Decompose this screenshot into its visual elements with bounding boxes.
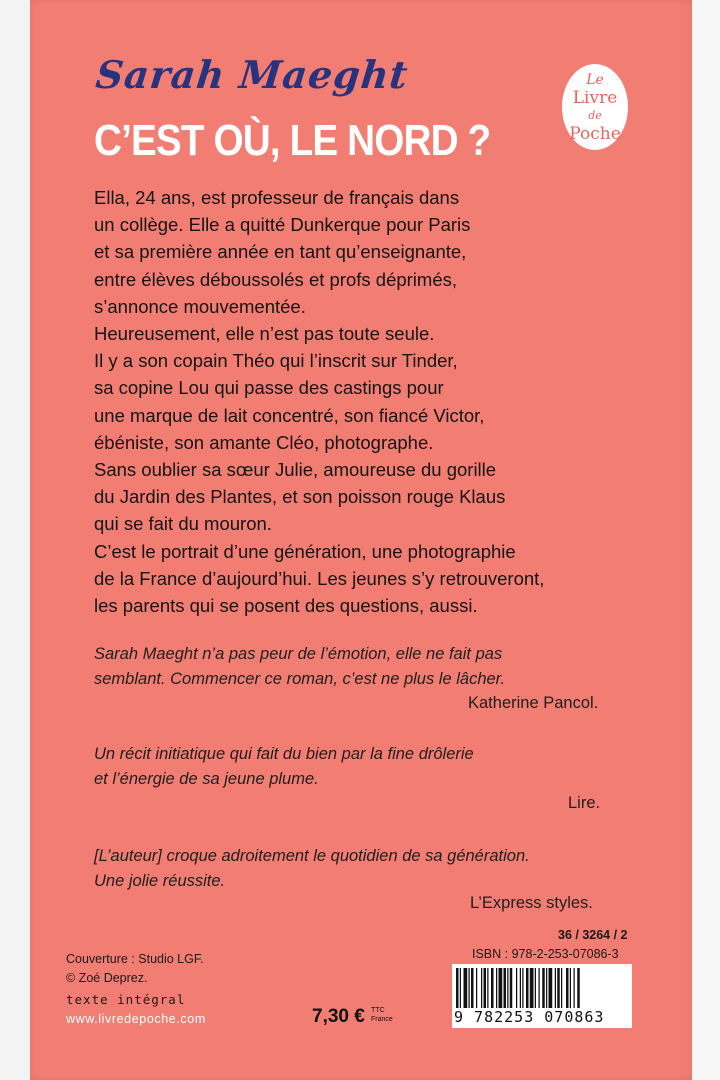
barcode-bar <box>491 968 494 1008</box>
blurb-line: Sans oublier sa sœur Julie, amoureuse du gorille <box>94 459 497 481</box>
cover-credit: Couverture : Studio LGF. <box>66 952 204 966</box>
logo-word: Poche <box>569 124 621 144</box>
logo-word: Livre <box>572 88 618 108</box>
barcode-bar <box>577 968 580 1008</box>
blurb-line: entre élèves déboussolés et profs déprimés, <box>94 268 458 290</box>
barcode-bar <box>526 968 529 1008</box>
price-note-line: France <box>371 1016 393 1023</box>
barcode-bar <box>549 968 553 1008</box>
barcode-bar <box>574 968 575 1008</box>
blurb-line: Ella, 24 ans, est professeur de français dans <box>94 187 460 208</box>
page-edge-left <box>0 0 30 1080</box>
price-note-line: TTC <box>371 1007 385 1014</box>
price-note <box>371 1006 393 1024</box>
barcode-bars <box>454 968 630 1008</box>
barcode-bar <box>469 968 470 1008</box>
quote-line: Sarah Maeght n’a pas peur de l’émotion, elle ne fait pas <box>94 645 503 663</box>
catalog-number: 36 / 3264 / 2 <box>558 928 628 942</box>
barcode-bar <box>570 968 571 1008</box>
blurb-line: s’annonce mouvementée. <box>94 295 306 317</box>
barcode-bar <box>499 968 503 1008</box>
isbn: ISBN : 978-2-253-07086-3 <box>472 947 619 961</box>
barcode-bar <box>456 968 459 1008</box>
quote-source: Katherine Pancol. <box>468 694 599 712</box>
blurb-line: ébéniste, son amante Cléo, photographe. <box>94 431 434 453</box>
blurb-line: une marque de lait concentré, son fiancé Victor, <box>94 404 485 426</box>
barcode-bar <box>471 968 474 1008</box>
barcode-bar <box>487 968 488 1008</box>
barcode-bar <box>476 968 477 1008</box>
blurb-line: sa copine Lou qui passe des castings pour <box>94 377 444 399</box>
blurb-line: Heureusement, elle n’est pas toute seule. <box>94 323 435 345</box>
quote-source: L’Express styles. <box>470 894 593 912</box>
blurb-line: C’est le portrait d’une génération, une photographie <box>94 540 516 562</box>
barcode-bar <box>546 968 547 1008</box>
barcode-bar <box>516 968 517 1008</box>
website-link: www.livredepoche.com <box>66 1012 206 1026</box>
blurb-line: un collège. Elle a quitté Dunkerque pour Paris <box>94 214 471 236</box>
barcode-bar <box>530 968 534 1008</box>
barcode-bar <box>522 968 523 1008</box>
barcode-bar <box>496 968 497 1008</box>
blurb-line: Il y a son copain Théo qui l’inscrit sur Tinder, <box>94 350 458 372</box>
isbn-barcode <box>452 964 632 1028</box>
review-quote <box>94 642 634 692</box>
page-edge-right <box>692 0 720 1080</box>
barcode-bar <box>507 968 508 1008</box>
blurb-line: les parents qui se posent des questions, aussi. <box>94 595 478 617</box>
barcode-bar <box>535 968 536 1008</box>
barcode-bar <box>555 968 556 1008</box>
barcode-bar <box>542 968 545 1008</box>
author-name: Sarah Maeght <box>93 52 411 97</box>
barcode-bar <box>484 968 487 1008</box>
edition-label: texte intégral <box>66 992 186 1007</box>
publisher-logo <box>562 64 628 150</box>
quote-line: Un récit initiatique qui fait du bien par la fine drôlerie <box>94 745 474 763</box>
barcode-bar <box>539 968 540 1008</box>
blurb-line: et sa première année en tant qu’enseignante, <box>94 241 467 263</box>
price: 7,30 € <box>312 1006 365 1027</box>
review-quote <box>94 742 634 792</box>
barcode-bar <box>464 968 468 1008</box>
blurb-text <box>94 184 654 619</box>
book-title: C’EST OÙ, LE NORD ? <box>94 116 491 165</box>
quote-source: Lire. <box>568 794 601 812</box>
quote-line: semblant. Commencer ce roman, c’est ne plus le lâcher. <box>94 670 506 688</box>
logo-word: Le <box>586 72 604 88</box>
barcode-bar <box>504 968 507 1008</box>
blurb-line: de la France d’aujourd’hui. Les jeunes s’y retrouveront, <box>94 567 545 589</box>
quote-line: Une jolie réussite. <box>94 872 226 890</box>
barcode-bar <box>557 968 560 1008</box>
barcode-bar <box>561 968 562 1008</box>
barcode-bar <box>481 968 482 1008</box>
review-quote <box>94 844 634 894</box>
barcode-bar <box>460 968 461 1008</box>
barcode-bar <box>510 968 513 1008</box>
logo-word: de <box>588 109 602 122</box>
quote-line: [L’auteur] croque adroitement le quotidien de sa génération. <box>94 847 530 865</box>
barcode-digits: 9 782253 070863 <box>454 1008 605 1026</box>
blurb-line: du Jardin des Plantes, et son poisson rouge Klaus <box>94 486 506 508</box>
barcode-bar <box>566 968 569 1008</box>
photo-credit: © Zoé Deprez. <box>66 971 148 985</box>
blurb-line: qui se fait du mouron. <box>94 513 272 535</box>
quote-line: et l’énergie de sa jeune plume. <box>94 770 319 788</box>
barcode-bar <box>520 968 521 1008</box>
